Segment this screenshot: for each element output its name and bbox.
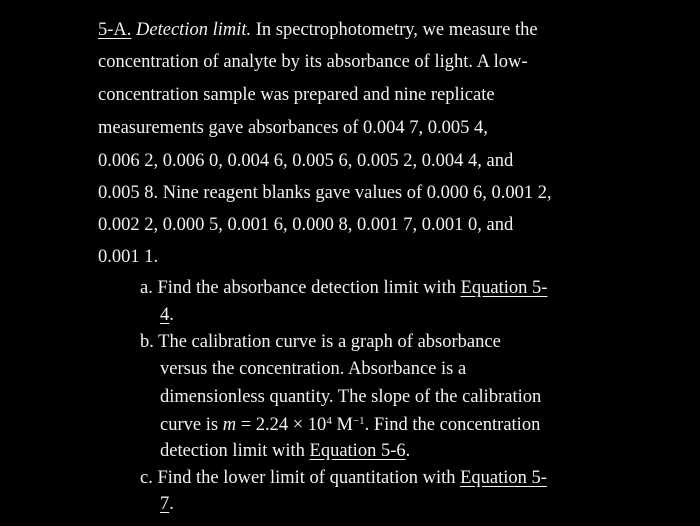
problem-line-1 xyxy=(98,14,538,47)
equation-5-6-link[interactable]: Equation 5-6 xyxy=(309,441,406,461)
part-b-line-4: curve is $m = 2.24 \times 10^4$ $M^{-1}$. Find the concentration xyxy=(160,415,541,435)
problem-line-4: measurements gave absorbances of 0.004 7, 0.005 4, xyxy=(98,118,488,138)
part-b-line-3: dimensionless quantity. The slope of the calibration xyxy=(160,387,542,407)
part-b-line-5: detection limit with Equation 5-6. xyxy=(160,441,411,461)
problem-number: 5-A. xyxy=(98,20,132,40)
problem-title: Detection limit. xyxy=(136,20,252,40)
equation-5-7-link[interactable]: Equation 5- xyxy=(460,468,547,488)
part-b-line-2: versus the concentration. Absorbance is a xyxy=(160,359,467,379)
problem-intro: In spectrophotometry, we measure the xyxy=(255,20,538,40)
equation-5-4-link[interactable]: Equation 5- xyxy=(460,278,548,298)
part-a-text: a. Find the absorbance detection limit with xyxy=(140,278,461,298)
part-a-line-2: 4. xyxy=(160,305,174,325)
problem-line-3: concentration sample was prepared and nine replicate xyxy=(98,85,495,105)
problem-line-2: concentration of analyte by its absorbance of light. A low- xyxy=(98,52,528,72)
part-c-line-2: 7. xyxy=(160,494,174,514)
problem-line-6: 0.005 8. Nine reagent blanks gave values of 0.000 6, 0.001 2, xyxy=(98,183,552,203)
equation-5-4-link-cont[interactable]: 4 xyxy=(160,305,170,325)
slope-variable: m xyxy=(222,415,237,435)
part-c-line-1 xyxy=(140,462,547,495)
problem-line-5: 0.006 2, 0.006 0, 0.004 6, 0.005 6, 0.005 2, 0.004 4, and xyxy=(98,151,514,171)
equation-5-7-link-cont[interactable]: 7 xyxy=(160,494,170,514)
problem-line-8: 0.001 1. xyxy=(98,247,159,267)
part-c-text: c. Find the lower limit of quantitation with xyxy=(140,468,461,488)
part-a-line-1 xyxy=(140,272,547,305)
problem-line-7: 0.002 2, 0.000 5, 0.001 6, 0.000 8, 0.001 7, 0.001 0, and xyxy=(98,215,514,235)
part-b-line-1: b. The calibration curve is a graph of absorbance xyxy=(140,332,501,352)
